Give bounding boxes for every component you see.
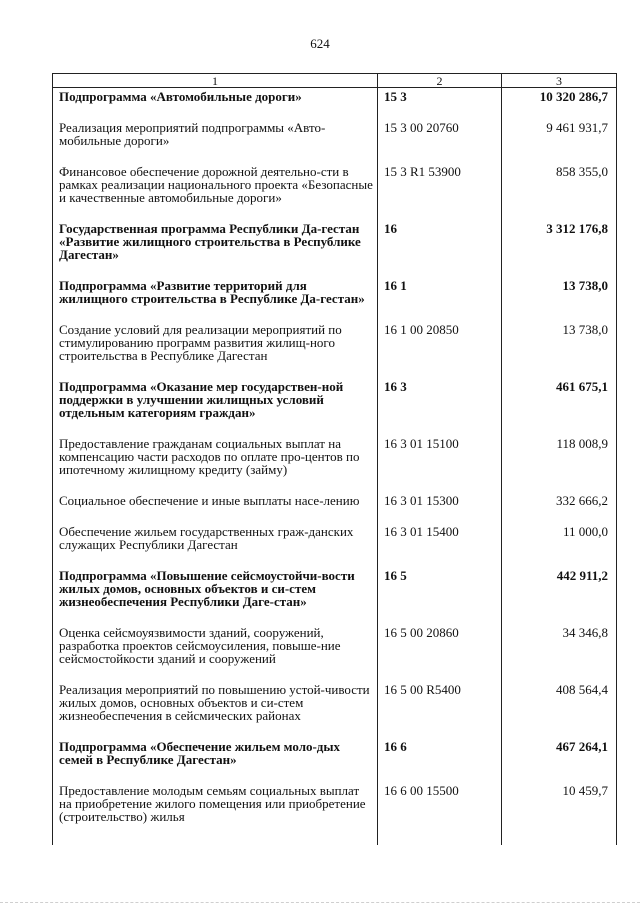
table-row-program [53, 220, 617, 277]
table-row-program [53, 88, 617, 120]
row-name: Обеспечение жильем государственных граж-данских служащих Республики Дагестан [53, 523, 378, 567]
row-amount: 118 008,9 [502, 435, 617, 492]
row-amount: 3 312 176,8 [502, 220, 617, 277]
table-header-row [53, 74, 617, 88]
table-row [53, 492, 617, 523]
row-name: Подпрограмма «Повышение сейсмоустойчи-вости жилых домов, основных объектов и си-стем жизнеобеспечения Республики Даге-стан» [53, 567, 378, 624]
table-row [53, 321, 617, 378]
row-amount: 10 459,7 [502, 782, 617, 845]
row-name: Предоставление гражданам социальных выплат на компенсацию части расходов по оплате про-центов по ипотечному жилищному кредиту (займу) [53, 435, 378, 492]
table-row [53, 523, 617, 567]
row-code: 16 6 [378, 738, 502, 782]
row-code: 16 5 00 R5400 [378, 681, 502, 738]
row-amount: 34 346,8 [502, 624, 617, 681]
row-code: 16 5 [378, 567, 502, 624]
row-code: 16 1 [378, 277, 502, 321]
row-amount: 858 355,0 [502, 163, 617, 220]
row-name: Предоставление молодым семьям социальных выплат на приобретение жилого помещения или приобретение (строительство) жилья [53, 782, 378, 845]
row-amount: 13 738,0 [502, 277, 617, 321]
table-row [53, 119, 617, 163]
row-amount: 9 461 931,7 [502, 119, 617, 163]
row-amount: 467 264,1 [502, 738, 617, 782]
table-body [53, 88, 617, 846]
column-header-3: 3 [502, 74, 617, 88]
table-row [53, 163, 617, 220]
row-amount: 332 666,2 [502, 492, 617, 523]
row-name: Реализация мероприятий по повышению устой-чивости жилых домов, основных объектов и си-стем жизнеобеспечения в сейсмических районах [53, 681, 378, 738]
column-header-2: 2 [378, 74, 502, 88]
budget-table [52, 73, 617, 845]
row-code: 16 5 00 20860 [378, 624, 502, 681]
page-bottom-edge [0, 902, 640, 904]
row-amount: 11 000,0 [502, 523, 617, 567]
row-code: 16 [378, 220, 502, 277]
row-amount: 408 564,4 [502, 681, 617, 738]
table-row-program [53, 277, 617, 321]
row-name: Подпрограмма «Автомобильные дороги» [53, 88, 378, 120]
row-code: 16 3 [378, 378, 502, 435]
row-code: 16 3 01 15300 [378, 492, 502, 523]
row-amount: 10 320 286,7 [502, 88, 617, 120]
column-header-1: 1 [53, 74, 378, 88]
row-code: 16 3 01 15100 [378, 435, 502, 492]
row-amount: 461 675,1 [502, 378, 617, 435]
table-row [53, 782, 617, 845]
row-name: Подпрограмма «Развитие территорий для жилищного строительства в Республике Да-гестан» [53, 277, 378, 321]
row-code: 16 3 01 15400 [378, 523, 502, 567]
row-name: Подпрограмма «Обеспечение жильем моло-дых семей в Республике Дагестан» [53, 738, 378, 782]
row-name: Социальное обеспечение и иные выплаты насе-лению [53, 492, 378, 523]
row-name: Оценка сейсмоуязвимости зданий, сооружений, разработка проектов сейсмоусиления, повыше-ние сейсмостойкости зданий и сооружений [53, 624, 378, 681]
row-amount: 442 911,2 [502, 567, 617, 624]
row-code: 16 1 00 20850 [378, 321, 502, 378]
row-name: Финансовое обеспечение дорожной деятельно-сти в рамках реализации национального проекта «Безопасные и качественные автомобильные дороги» [53, 163, 378, 220]
row-name: Создание условий для реализации мероприятий по стимулированию программ развития жилищ-ного строительства в Республике Дагестан [53, 321, 378, 378]
row-name: Реализация мероприятий подпрограммы «Авто-мобильные дороги» [53, 119, 378, 163]
row-code: 15 3 [378, 88, 502, 120]
row-name: Государственная программа Республики Да-гестан «Развитие жилищного строительства в Республике Дагестан» [53, 220, 378, 277]
table-row-program [53, 738, 617, 782]
table-row [53, 435, 617, 492]
row-code: 15 3 R1 53900 [378, 163, 502, 220]
table-row-program [53, 567, 617, 624]
table-row [53, 624, 617, 681]
row-amount: 13 738,0 [502, 321, 617, 378]
page-number: 624 [310, 36, 330, 51]
row-name: Подпрограмма «Оказание мер государствен-ной поддержки в улучшении жилищных условий отдельным категориям граждан» [53, 378, 378, 435]
table-row [53, 681, 617, 738]
table-row-program [53, 378, 617, 435]
row-code: 15 3 00 20760 [378, 119, 502, 163]
row-code: 16 6 00 15500 [378, 782, 502, 845]
